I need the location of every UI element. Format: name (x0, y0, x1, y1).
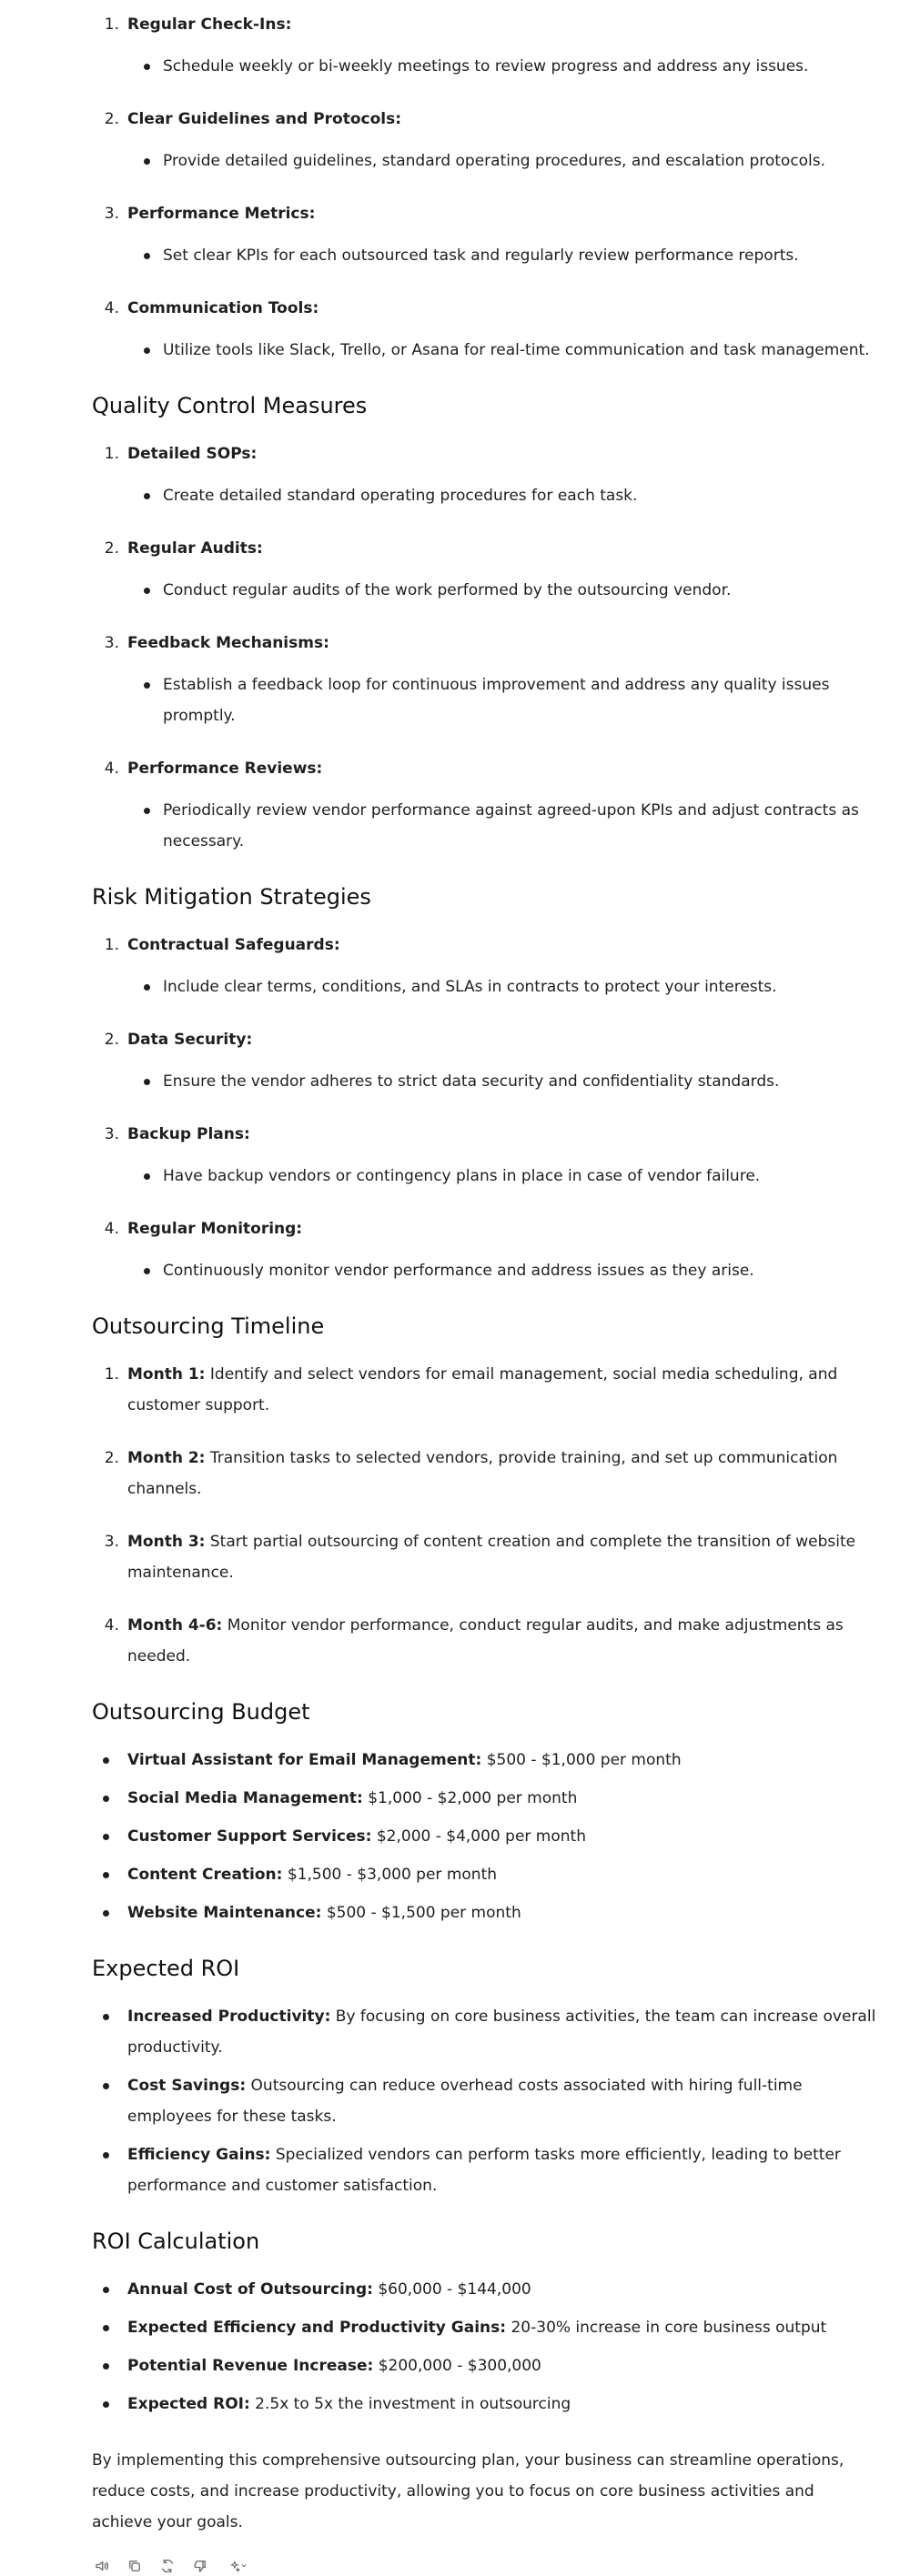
list-item-detail: Continuously monitor vendor performance and address issues as they arise. (163, 1255, 877, 1286)
timeline-label: Month 3: (127, 1533, 206, 1551)
list-number: 1. (104, 445, 119, 463)
section-heading: Expected ROI (92, 1956, 240, 1981)
list-item-title: Regular Check-Ins: (127, 15, 292, 34)
list-item-title: Feedback Mechanisms: (127, 634, 329, 652)
list-number: 3. (104, 1533, 119, 1551)
roi-calc-item-4 (92, 2389, 877, 2420)
list-item-detail: Utilize tools like Slack, Trello, or Asana for real-time communication and task management. (163, 335, 877, 366)
list-number: 1. (104, 936, 119, 954)
list-item-title: Data Security: (127, 1031, 253, 1049)
timeline-item-2 (92, 1443, 877, 1504)
roi-calc-value: $200,000 - $300,000 (373, 2357, 541, 2375)
risk-item-1 (92, 930, 877, 1002)
roi-text: Specialized vendors can perform tasks more efficiently, leading to better performance and customer satisfaction. (127, 2146, 841, 2195)
timeline-item-3 (92, 1526, 877, 1588)
section-heading: Risk Mitigation Strategies (92, 884, 371, 910)
timeline-label: Month 1: (127, 1365, 206, 1384)
speaker-icon[interactable] (92, 2556, 112, 2576)
list-number: 2. (104, 539, 119, 558)
list-number: 4. (104, 760, 119, 778)
list-item-title: Detailed SOPs: (127, 445, 258, 463)
budget-value: $500 - $1,000 per month (481, 1751, 682, 1769)
timeline-list (92, 1359, 877, 1672)
budget-label: Content Creation: (127, 1866, 283, 1884)
list-item-title: Clear Guidelines and Protocols: (127, 110, 402, 128)
list-number: 4. (104, 1220, 119, 1238)
list-item-detail: Ensure the vendor adheres to strict data security and confidentiality standards. (163, 1066, 877, 1097)
roi-calculation-section (92, 2227, 877, 2420)
intro-item-3 (92, 198, 877, 271)
roi-text: By focusing on core business activities, the team can increase overall productivity. (127, 2007, 876, 2057)
list-item-detail: Have backup vendors or contingency plans in place in case of vendor failure. (163, 1161, 877, 1192)
list-item-detail: Include clear terms, conditions, and SLAs in contracts to protect your interests. (163, 971, 877, 1002)
list-item-detail: Set clear KPIs for each outsourced task and regularly review performance reports. (163, 240, 877, 271)
timeline-item-1 (92, 1359, 877, 1421)
timeline-label: Month 2: (127, 1449, 206, 1467)
list-item-detail: Create detailed standard operating procedures for each task. (163, 480, 877, 511)
section-heading: Outsourcing Timeline (92, 1313, 325, 1339)
timeline-label: Month 4-6: (127, 1616, 223, 1635)
regenerate-icon[interactable] (157, 2556, 177, 2576)
response-actions-toolbar (92, 2556, 877, 2576)
quality-item-4 (92, 753, 877, 857)
budget-label: Virtual Assistant for Email Management: (127, 1751, 482, 1769)
budget-section (92, 1697, 877, 1928)
budget-value: $500 - $1,500 per month (321, 1904, 521, 1922)
list-item-detail: Schedule weekly or bi-weekly meetings to review progress and address any issues. (163, 51, 877, 82)
roi-item-2 (92, 2070, 877, 2132)
section-heading: ROI Calculation (92, 2229, 260, 2254)
budget-item-5 (92, 1897, 877, 1928)
roi-calc-value: 20-30% increase in core business output (506, 2319, 827, 2337)
budget-value: $1,000 - $2,000 per month (362, 1789, 578, 1807)
timeline-text: Identify and select vendors for email management, social media scheduling, and customer support. (127, 1365, 838, 1414)
budget-item-1 (92, 1745, 877, 1776)
roi-text: Outsourcing can reduce overhead costs associated with hiring full-time employees for these tasks. (127, 2077, 803, 2126)
timeline-text: Start partial outsourcing of content creation and complete the transition of website maintenance. (127, 1533, 856, 1582)
roi-item-1 (92, 2001, 877, 2063)
risk-item-4 (92, 1213, 877, 1286)
list-item-title: Performance Metrics: (127, 205, 316, 223)
list-item-title: Backup Plans: (127, 1125, 250, 1143)
budget-item-3 (92, 1821, 877, 1852)
list-item-title: Regular Audits: (127, 539, 263, 558)
roi-calc-value: 2.5x to 5x the investment in outsourcing (249, 2395, 571, 2413)
budget-item-4 (92, 1859, 877, 1890)
quality-control-section (92, 391, 877, 857)
risk-mitigation-section (92, 882, 877, 1286)
closing-paragraph: By implementing this comprehensive outsourcing plan, your business can streamline operations, reduce costs, and increase productivity, allowing you to focus on core business activities and achieve your goals. (92, 2451, 844, 2531)
roi-list (92, 2001, 877, 2201)
list-number: 3. (104, 634, 119, 652)
roi-item-3 (92, 2139, 877, 2201)
list-item-title: Regular Monitoring: (127, 1220, 303, 1238)
budget-label: Customer Support Services: (127, 1827, 372, 1846)
roi-calculation-list (92, 2274, 877, 2420)
intro-item-4 (92, 293, 877, 366)
budget-label: Website Maintenance: (127, 1904, 322, 1922)
list-item-detail: Provide detailed guidelines, standard operating procedures, and escalation protocols. (163, 146, 877, 176)
roi-calc-item-1 (92, 2274, 877, 2305)
list-number: 4. (104, 299, 119, 317)
roi-label: Increased Productivity: (127, 2007, 331, 2026)
sparkle-icon[interactable] (223, 2556, 254, 2576)
copy-icon[interactable] (125, 2556, 145, 2576)
top-numbered-list-section (92, 9, 877, 366)
list-item-detail: Conduct regular audits of the work performed by the outsourcing vendor. (163, 575, 877, 606)
budget-item-2 (92, 1783, 877, 1814)
timeline-text: Monitor vendor performance, conduct regular audits, and make adjustments as needed. (127, 1616, 844, 1665)
roi-calc-item-2 (92, 2312, 877, 2343)
list-number: 3. (104, 205, 119, 223)
list-number: 2. (104, 1449, 119, 1467)
roi-calc-label: Expected Efficiency and Productivity Gains: (127, 2319, 507, 2337)
section-heading: Outsourcing Budget (92, 1699, 310, 1725)
risk-item-2 (92, 1024, 877, 1097)
list-number: 2. (104, 1031, 119, 1049)
roi-calc-label: Expected ROI: (127, 2395, 250, 2413)
roi-calc-label: Annual Cost of Outsourcing: (127, 2280, 373, 2299)
list-item-detail: Periodically review vendor performance against agreed-upon KPIs and adjust contracts as necessary. (163, 795, 877, 857)
list-number: 1. (104, 15, 119, 34)
list-item-title: Performance Reviews: (127, 760, 323, 778)
roi-label: Cost Savings: (127, 2077, 247, 2095)
expected-roi-section (92, 1954, 877, 2201)
top-numbered-list (92, 9, 877, 366)
timeline-text: Transition tasks to selected vendors, provide training, and set up communication channels. (127, 1449, 838, 1498)
timeline-section (92, 1312, 877, 1672)
intro-item-1 (92, 9, 877, 82)
roi-calc-item-3 (92, 2350, 877, 2381)
roi-calc-label: Potential Revenue Increase: (127, 2357, 374, 2375)
quality-item-2 (92, 533, 877, 606)
list-number: 2. (104, 110, 119, 128)
list-item-title: Contractual Safeguards: (127, 936, 340, 954)
quality-item-3 (92, 628, 877, 731)
budget-label: Social Media Management: (127, 1789, 363, 1807)
budget-list (92, 1745, 877, 1928)
list-number: 3. (104, 1125, 119, 1143)
budget-value: $1,500 - $3,000 per month (282, 1866, 498, 1884)
list-item-detail: Establish a feedback loop for continuous improvement and address any quality issues promptly. (163, 669, 877, 731)
budget-value: $2,000 - $4,000 per month (371, 1827, 586, 1846)
intro-item-2 (92, 104, 877, 176)
quality-item-1 (92, 438, 877, 511)
roi-calc-value: $60,000 - $144,000 (372, 2280, 531, 2299)
quality-list (92, 438, 877, 857)
timeline-item-4 (92, 1610, 877, 1672)
roi-label: Efficiency Gains: (127, 2146, 271, 2164)
section-heading: Quality Control Measures (92, 393, 368, 418)
thumbs-down-icon[interactable] (190, 2556, 210, 2576)
risk-item-3 (92, 1119, 877, 1192)
risk-list (92, 930, 877, 1286)
list-number: 1. (104, 1365, 119, 1384)
list-item-title: Communication Tools: (127, 299, 319, 317)
list-number: 4. (104, 1616, 119, 1635)
